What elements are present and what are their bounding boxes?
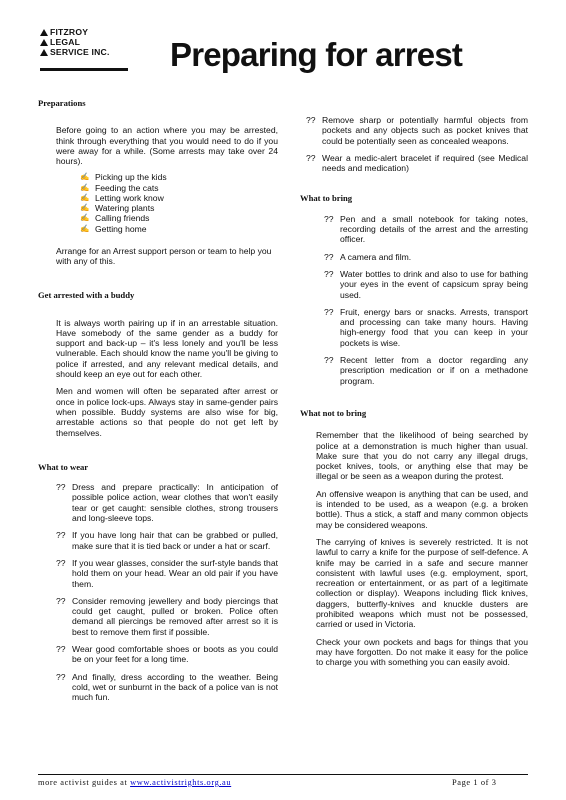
logo-line-2: LEGAL [50, 37, 81, 47]
pen-icon: ✍ [80, 223, 90, 233]
logo-triangle-icon [40, 39, 48, 46]
logo-line-3: SERVICE INC. [50, 47, 110, 57]
list-item: ?? Dress and prepare practically: In anticipation of possible police action, wear clothes that won't easily tear or get caught: sensible clothes, strong trousers and long-sleeve tops. [56, 482, 278, 524]
not-bring-paragraph: Check your own pockets and bags for things that you may have forgotten. Do not make it easy for the police to charge you with something you can easily avoid. [316, 636, 528, 668]
list-item: ?? If you wear glasses, consider the surf-style bands that hold them on your head. Wear an old pair if you have them. [56, 557, 278, 589]
pen-icon: ✍ [80, 182, 90, 192]
right-column [300, 115, 528, 668]
list-item: ?? Pen and a small notebook for taking notes, recording details of the arrest and the arresting officer. [324, 213, 528, 245]
section-heading-preparations: Preparations [38, 98, 86, 108]
footer-prefix: more activist guides at [38, 778, 131, 787]
pen-icon: ✍ [80, 172, 90, 182]
section-heading-buddy: Get arrested with a buddy [38, 290, 135, 301]
not-bring-paragraph: An offensive weapon is anything that can be used, and is intended to be used, as a weapon (e.g. a broken bottle). Thus a stick, a staff and many common objects may be considered weapons. [316, 488, 528, 530]
wear-list [56, 482, 278, 702]
pen-icon: ✍ [80, 203, 90, 213]
logo-triangle-icon [40, 49, 48, 56]
buddy-paragraph-1: It is always worth pairing up if in an arrestable situation. Have somebody of the same gender as a buddy for support and back-up – it's less lonely and you'll be less vulnerable. Each should know the name you'll be giving to police if arrested, and any relevant medical details, and should keep an eye out for each other. [56, 317, 278, 380]
list-item: ✍ Feeding the cats [80, 182, 159, 193]
page-number: Page 1 of 3 [452, 778, 497, 787]
list-item: ✍ Calling friends [80, 213, 150, 224]
section-heading-wear: What to wear [38, 461, 89, 472]
footer-divider [38, 774, 528, 775]
buddy-paragraph-2: Men and women will often be separated after arrest or once in police lock-ups. Always stay in same-gender pairs when possible. Buddy systems are also wise for big, arrestable actions so that people do not get left by themselves. [56, 386, 278, 438]
logo-underline [40, 68, 128, 71]
list-item: ✍ Letting work know [80, 192, 164, 203]
pen-icon: ✍ [80, 192, 90, 202]
list-item: ?? Remove sharp or potentially harmful objects from pockets and any objects such as pocket knives that could be potentially seen as concealed weapons. [306, 115, 528, 146]
not-bring-body [316, 430, 528, 667]
fitzroy-legal-logo [38, 28, 130, 72]
not-bring-paragraph: The carrying of knives is severely restricted. It is not lawful to carry a knife for the purpose of self-defence. A knife may be carried in a safe and secure manner consistent with lawful uses (e.g. employment, sport, recreation or entertainment, or as part of a legitimate collection or display). Weapons including flick knives, daggers, butterfly-knives and knuckle dusters are prohibited weapons which must not be possessed, carried or used in Victoria. [316, 536, 528, 630]
list-item: ?? Wear a medic-alert bracelet if required (see Medical needs and medication) [306, 152, 528, 174]
section-heading-not-bring: What not to bring [300, 407, 367, 418]
list-item: ?? A camera and film. [324, 251, 412, 262]
list-item: ?? Wear good comfortable shoes or boots as you could be on your feet for a long time. [56, 644, 278, 665]
footer-guides [38, 778, 231, 787]
list-item: ?? Water bottles to drink and also to use for bathing your eyes in the event of capsicum spray being used. [324, 268, 528, 300]
list-item: ?? Fruit, energy bars or snacks. Arrests, transport and processing can take many hours. Having high-energy food that you can keep in your pockets is wise. [324, 306, 528, 348]
activist-rights-link[interactable]: www.activistrights.org.au [130, 778, 232, 787]
not-bring-paragraph: Remember that the likelihood of being searched by police at a demonstration is much higher than usual. Make sure that you do not carry any illegal drugs, pocket knives, tools, or anything else that may be illegal or be seen as a weapon during the protest. [316, 430, 528, 482]
list-item: ✍ Watering plants [80, 203, 155, 214]
pen-icon: ✍ [80, 213, 90, 223]
list-item: ?? And finally, dress according to the weather. Being cold, wet or sunburnt in the back of a police van is not much fun. [56, 671, 278, 703]
left-column [38, 98, 278, 703]
list-item: ?? Consider removing jewellery and body piercings that could get caught, pulled or broken. Police often demand all piercings be removed after arrest so it is best to remove them first if possible. [56, 595, 278, 637]
page-title: Preparing for arrest [170, 36, 463, 73]
bring-list [324, 214, 528, 386]
list-item: ?? Recent letter from a doctor regarding any prescription medication or if on a methadone program. [324, 355, 528, 386]
logo-triangle-icon [40, 29, 48, 36]
preparations-intro: Before going to an action where you may be arrested, think through everything that you would need to do if you were away for a while. (Some arrests may take over 24 hours). [56, 125, 278, 167]
list-item: ✍ Picking up the kids [80, 172, 167, 183]
list-item: ?? If you have long hair that can be grabbed or pulled, make sure that it is tied back or under a hat or scarf. [56, 530, 278, 551]
list-item: ✍ Getting home [80, 223, 147, 234]
section-heading-bring: What to bring [300, 193, 353, 204]
logo-line-1: FITZROY [50, 27, 89, 37]
preparations-list [38, 172, 278, 233]
preparations-outro: Arrange for an Arrest support person or team to help you with any of this. [56, 245, 272, 266]
